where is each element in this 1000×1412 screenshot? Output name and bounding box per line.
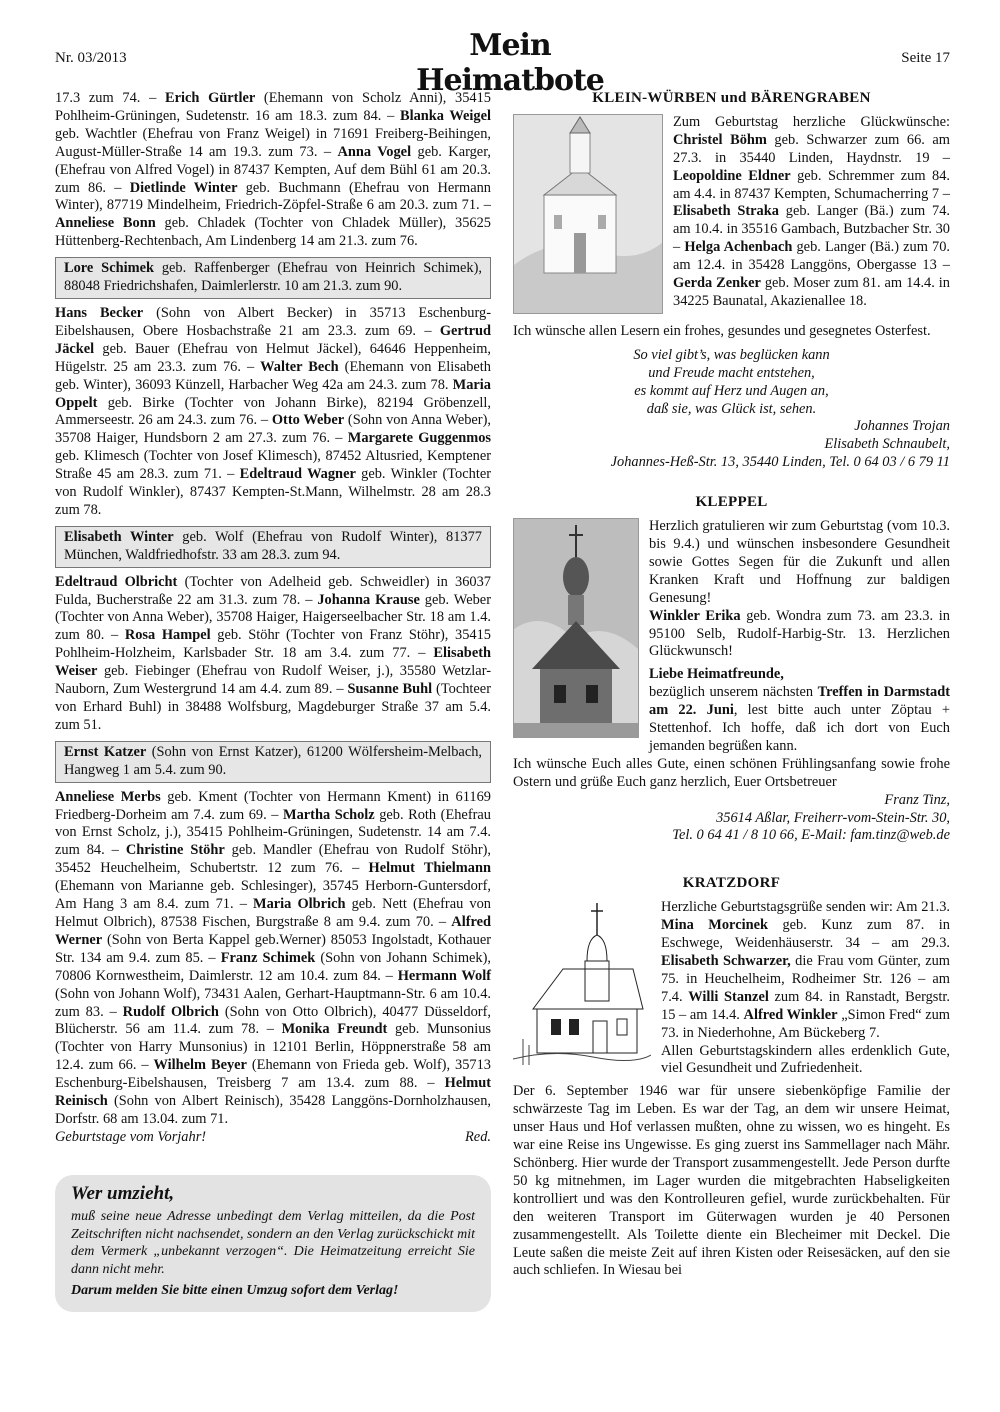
- person-name: Hermann Wolf: [397, 967, 491, 984]
- signature-contact: Tel. 0 64 41 / 8 10 66, E-Mail: fam.tinz@web.de: [672, 827, 950, 844]
- birthday-list-4: [55, 789, 491, 1129]
- moving-notice-box: [55, 1175, 491, 1312]
- issue-number: Nr. 03/2013: [55, 50, 127, 66]
- signature-address: Johannes-Heß-Str. 13, 35440 Linden, Tel. 0 64 03 / 6 79 11: [610, 454, 950, 471]
- text-segment: geb. Raffenberger (Ehefrau von Heinrich Schimek), 88048 Friedrichshafen, Daimlerlerstr. 10 am 21.3. zum 90.: [64, 260, 483, 295]
- person-name: Anneliese Bonn: [55, 215, 156, 232]
- poem-line: So viel gibt’s, was beglücken kann: [633, 346, 830, 363]
- text-segment: geb. Schwarzer zum 66. am 27.3. in 35440 Linden, Haydnstr. 19 –: [673, 131, 950, 166]
- person-name: Blanka Weigel: [400, 107, 491, 124]
- person-name: Willi Stanzel: [688, 988, 769, 1005]
- person-name: Leopoldine Eldner: [673, 167, 791, 184]
- kratzdorf-wishes: Allen Geburtstagskindern alles erdenklich Gute, viel Gesundheit und Zufriedenheit.: [661, 1042, 950, 1077]
- text-segment: Zum Geburtstag herzliche Glückwünsche:: [673, 113, 950, 130]
- person-name: Winkler Erika: [649, 607, 741, 624]
- person-name: Elisabeth Straka: [673, 203, 779, 220]
- text-segment: (Tochteer von Erhard Buhl) in 38488 Wolfsburg, Magdeburger Straße 37 am 5.4. zum 51.: [55, 681, 491, 733]
- text-segment: geb. Roth (Ehefrau von Ernst Scholz, j.), 35415 Pohlheim-Grüningen, Sudetenstr. 14 am 7.4. zum 84. –: [55, 806, 491, 859]
- section-title-kleppel: KLEPPEL: [695, 494, 768, 511]
- text-segment: geb. Bauer (Ehefrau von Helmut Jäckel), 64646 Heppenheim, Hügelstr. 25 am 23.3. zum 76. –: [55, 340, 491, 375]
- kleppel-greeting: Herzlich gratulieren wir zum Geburtstag (vom 10.3. bis 9.4.) und wünschen insbesondere Gesundheit sowie Gottes Segen für die Zukunft und allen Kranken Kraft und Hoffnung zur baldigen Genesung!: [649, 518, 950, 606]
- person-name: Maria Olbrich: [253, 896, 346, 913]
- highlight-box-3: [55, 741, 491, 783]
- person-name: Martha Scholz: [283, 806, 375, 823]
- person-name: Rudolf Olbrich: [122, 1003, 219, 1020]
- left-column: [55, 90, 491, 1312]
- text-segment: (Ehemann von Elisabeth geb. Winter), 36093 Künzell, Harbacher Weg 42a am 24.3. zum 78.: [55, 358, 491, 393]
- text-segment: geb. Klimesch (Tochter von Josef Klimesch), 87452 Altusried, Kemptener Straße 45 am 28.3. zum 71. –: [55, 448, 491, 483]
- person-name: Gerda Zenker: [673, 275, 761, 292]
- masthead-title: Mein Heimatbote: [416, 28, 604, 98]
- text-segment: geb. Fiebinger (Ehefrau von Rudolf Weiser, j.), 35580 Wetzlar-Nauborn, Zum Westergrund 14 am 4.4. zum 89. –: [55, 663, 491, 698]
- person-name: Susanne Buhl: [347, 681, 433, 698]
- text-segment: (Sohn von Ernst Katzer), 61200 Wölfersheim-Melbach, Hangweg 1 am 5.4. zum 90.: [64, 743, 482, 778]
- section-title-klein-wuerben: KLEIN-WÜRBEN und BÄRENGRABEN: [592, 90, 871, 106]
- text-segment: geb. Winkler (Tochter von Rudolf Winkler), 87437 Kempten-St.Mann, Wilhelmstr. 28 am 28.3 zum 78.: [55, 466, 491, 518]
- text-segment: (Ehemann von Frieda geb. Wolf), 35713 Eschenburg-Eibelshausen, Treisberg 7 am 13.4. zum 88. –: [55, 1057, 491, 1092]
- footer-red: Red.: [465, 1128, 491, 1145]
- text-segment: geb. Karger, (Ehefrau von Alfred Vogel) in 87437 Kempten, Auf dem Bühl 61 am 20.3. zum 86. –: [55, 143, 492, 196]
- text-segment: (Ehemann von Scholz Anni), 35415 Pohlheim-Grüningen, Sudetenstr. 16 am 18.3. zum 84. –: [55, 90, 491, 124]
- moving-notice-callout: Darum melden Sie bitte einen Umzug sofort dem Verlag!: [71, 1283, 399, 1299]
- text-segment: (Sohn von Berta Kappel geb.Werner) 85053 Ingolstadt, Kothauer Str. 134 am 9.4. zum 85. –: [55, 931, 491, 966]
- person-name: Helmut Thielmann: [368, 860, 491, 877]
- person-name: Otto Weber: [271, 412, 345, 429]
- person-name: Franz Schimek: [220, 949, 316, 966]
- birthday-list-1: [55, 90, 491, 251]
- text-segment: geb. Birke (Tochter von Johann Birke), 82194 Gröbenzell, Ammerseestr. 26 am 24.3. zum 76. –: [55, 394, 491, 429]
- klein-wuerben-easter-wish: Ich wünsche allen Lesern ein frohes, gesundes und gesegnetes Osterfest.: [513, 322, 931, 339]
- text-segment: geb. Schremmer zum 84. am 4.4. in 87437 Kempten, Schumacherring 7 –: [673, 167, 950, 202]
- text-segment: geb. Nett (Ehefrau von Helmut Olbrich), 87538 Fischen, Burgstraße 8 am 9.4. zum 70. –: [55, 896, 492, 930]
- text-segment: (Sohn von Otto Olbrich), 40477 Düsseldorf, Blücherstr. 56 am 11.4. zum 78. –: [55, 1003, 491, 1038]
- text-segment: „Simon Fred“ zum 73. in Niederhohne, Am Bückeberg 7.: [661, 1006, 951, 1041]
- text-segment: (Sohn von Albert Becker) in 35713 Eschenburg-Eibelshausen, Obere Hosbachstraße 21 am 23.3. zum 69. –: [55, 304, 492, 339]
- kratzdorf-story: Der 6. September 1946 war für unsere siebenköpfige Familie der schwärzeste Tag im Leben. Es war der Tag, an dem wir unsere Heimat, unser Haus und Hof verlassen mußten, ohne zu wissen, wo es hingeht. Es war eine Reise ins Ungewisse. Es ging zuerst ins Sammellager nach Mähr. Schönberg. Hier wurde der Transport zusammengestellt. Jede Person durfte 50 kg mitnehmen, im Lager wurden die mitgebrachten Habseligkeiten kontrolliert und was den Kontrolleuren gefiel, wurde zurückbehalten. Für den weiteren Transport im Güterwagen wurden je 40 Personen zusammengestellt. Als Toilette diente ein Blecheimer mit Deckel. Die Leute saßen die meiste Zeit auf ihren Kisten oder Reisesäcken, auf den sie auch schliefen. In Wiesau bei: [513, 1083, 950, 1279]
- text-segment: geb. Wolf (Ehefrau von Rudolf Winter), 81377 München, Waldfriedhofstr. 33 am 28.3. zum 94.: [64, 528, 482, 563]
- text-segment: geb. Kunz zum 87. in Eschwege, Weidenhäuserstr. 34 – am 29.3.: [661, 917, 950, 952]
- person-name: Elisabeth Winter: [64, 528, 174, 545]
- text-segment: geb. Langer (Bä.) zum 74. am 10.4. in 35516 Gambach, Butzbacher Str. 30 –: [673, 203, 950, 256]
- person-name: Liebe Heimatfreunde,: [649, 666, 784, 683]
- signature-name: Elisabeth Schnaubelt,: [824, 436, 950, 453]
- person-name: Edeltraud Wagner: [239, 466, 356, 483]
- text-segment: 17.3 zum 74. –: [55, 90, 165, 106]
- highlight-box-2: [55, 526, 491, 568]
- person-name: Anneliese Merbs: [55, 788, 161, 805]
- person-name: Walter Bech: [260, 358, 339, 375]
- person-name: Rosa Hampel: [124, 627, 211, 644]
- person-name: Helga Achenbach: [684, 239, 793, 256]
- text-segment: (Tochter von Adelheid geb. Schweidler) in 36037 Fulda, Bucherstraße 22 am 31.3. zum 78. –: [55, 573, 491, 608]
- person-name: Gertrud Jäckel: [55, 322, 491, 357]
- text-segment: geb. Weber (Tochter von Anna Weber), 35708 Haiger, Haigerseelbacher Str. 18 am 1.4. zum 80. –: [55, 591, 491, 644]
- text-segment: geb. Wachtler (Ehefrau von Franz Weigel) in 71691 Freiberg-Beihingen, August-Müller-Straße 14 am 19.3. zum 73. –: [55, 125, 491, 160]
- kleppel-closing: Ich wünsche Euch alles Gute, einen schönen Frühlingsanfang sowie frohe Ostern und grüße Euch ganz herzlich, Euer Ortsbetreuer: [513, 755, 950, 790]
- person-name: Maria Oppelt: [55, 376, 491, 411]
- church-drawing-kratzdorf: [513, 899, 651, 1069]
- text-segment: geb. Moser zum 81. am 14.4. in 34225 Baunatal, Akazienallee 18.: [673, 275, 950, 309]
- birthday-list-3: [55, 574, 491, 735]
- poem-author: Johannes Trojan: [854, 418, 950, 435]
- text-segment: geb. Stöhr (Tochter von Franz Stöhr), 35415 Pohlheim-Holzheim, Karlsbader Str. 18 am 3.4. zum 77. –: [55, 627, 491, 662]
- text-segment: zum 84. in Ranstadt, Bergstr. 15 – am 14.4.: [661, 988, 950, 1023]
- text-segment: geb. Mandler (Ehefrau von Rudolf Stöhr), 35452 Heuchelheim, Schubertstr. 12 zum 76. –: [55, 842, 491, 877]
- moving-notice-text: muß seine neue Adresse unbedingt dem Verlag mitteilen, da die Post Zeitschriften nicht nachsendet, sondern an den Verlag zurückschickt mit dem Vermerk „unbekannt verzogen“. Die Heimatzeitung erreicht Sie dann nicht mehr.: [71, 1209, 475, 1277]
- text-segment: (Sohn von Johann Schimek), 70806 Kornwestheim, Daimlerstr. 12 am 10.4. zum 84. –: [55, 949, 491, 984]
- text-segment: Herzliche Geburtstagsgrüße senden wir: Am 21.3.: [661, 899, 950, 916]
- text-segment: , lest bitte auch unter Zöptau + Stettenhof. Ich hoffe, daß ich dort von Euch jemanden begrüßen kann.: [649, 702, 950, 754]
- text-segment: (Sohn von Johann Wolf), 73431 Aalen, Gerhart-Hauptmann-Str. 6 am 10.4. zum 83. –: [55, 985, 491, 1020]
- text-segment: geb. Langer (Bä.) zum 70. am 12.4. in 35428 Langgöns, Obergasse 13 –: [673, 239, 950, 274]
- text-segment: geb. Kment (Tochter von Hermann Kment) in 61169 Friedberg-Dorheim am 7.4. zum 69. –: [55, 788, 491, 823]
- text-segment: (Sohn von Anna Weber), 35708 Haiger, Hundsborn 2 am 27.3. zum 76. –: [55, 412, 491, 447]
- birthday-list-2: [55, 305, 491, 520]
- person-name: Monika Freundt: [281, 1021, 388, 1038]
- person-name: Lore Schimek: [64, 260, 154, 277]
- moving-notice-title: Wer umzieht,: [71, 1182, 175, 1204]
- person-name: Elisabeth Weiser: [55, 645, 491, 680]
- person-name: Mina Morcinek: [661, 917, 768, 934]
- person-name: Christel Böhm: [673, 131, 767, 148]
- chapel-photo-klein-wuerben: [513, 114, 663, 314]
- text-segment: geb. Chladek (Tochter von Chladek Müller), 35625 Hüttenberg-Rechtenbach, Am Lindenberg 14 am 21.3. zum 76.: [55, 215, 492, 250]
- section-title-kratzdorf: KRATZDORF: [682, 875, 781, 892]
- person-name: Johanna Krause: [317, 591, 420, 608]
- poem-line: es kommt auf Herz und Augen an,: [634, 382, 829, 399]
- text-segment: die Frau vom Günter, zum 75. in Heuchelheim, Rodheimer Str. 126 – am 7.4.: [661, 953, 951, 1005]
- poem-line: und Freude macht entstehen,: [648, 364, 815, 381]
- text-segment: (Ehemann von Marianne geb. Schlesinger), 35745 Herborn-Guntersdorf, Am Hang 3 am 8.4. zum 71. –: [55, 878, 491, 913]
- person-name: Dietlinde Winter: [129, 179, 238, 196]
- poem-line: daß sie, was Glück ist, sehen.: [646, 400, 817, 417]
- poem: [513, 347, 950, 419]
- person-name: Treffen in Darmstadt am 22. Juni: [649, 684, 950, 719]
- page-number: Seite 17: [901, 50, 950, 66]
- person-name: Edeltraud Olbricht: [55, 573, 178, 590]
- text-segment: geb. Wondra zum 73. am 23.3. in 95100 Selb, Rudolf-Harbig-Str. 13. Herzlichen Glückwunsch!: [649, 607, 950, 660]
- person-name: Helmut Reinisch: [55, 1075, 491, 1110]
- text-segment: (Sohn von Albert Reinisch), 35428 Langgöns-Dornholzhausen, Dorfstr. 68 am 13.04. zum 71.: [55, 1093, 491, 1127]
- person-name: Christine Stöhr: [125, 842, 225, 859]
- text-segment: geb. Munsonius (Tochter von Harry Munsonius) in 12101 Berlin, Höppnerstraße 58 am 12.4. zum 66. –: [55, 1021, 492, 1074]
- person-name: Erich Gürtler: [164, 90, 256, 106]
- person-name: Alfred Winkler: [743, 1006, 838, 1023]
- text-segment: bezüglich unserem nächsten: [649, 684, 818, 701]
- person-name: Elisabeth Schwarzer,: [661, 953, 791, 969]
- person-name: Alfred Werner: [55, 913, 491, 948]
- person-name: Anna Vogel: [337, 143, 412, 160]
- highlight-box-1: [55, 257, 491, 299]
- footer-note: Geburtstage vom Vorjahr!: [55, 1128, 207, 1145]
- list-footer: [55, 1129, 491, 1147]
- person-name: Margarete Guggenmos: [347, 430, 491, 447]
- person-name: Wilhelm Beyer: [153, 1057, 247, 1074]
- chapel-photo-kleppel: [513, 518, 639, 738]
- signature-name: Franz Tinz,: [884, 791, 950, 808]
- text-segment: geb. Buchmann (Ehefrau von Hermann Winter), 87719 Mindelheim, Friedrich-Zöpfel-Straße 6 am 20.3. zum 71. –: [55, 179, 491, 214]
- right-column: [513, 90, 950, 1280]
- signature-address: 35614 Aßlar, Freiherr-vom-Stein-Str. 30,: [716, 809, 950, 826]
- person-name: Ernst Katzer: [64, 743, 147, 760]
- person-name: Hans Becker: [55, 304, 144, 321]
